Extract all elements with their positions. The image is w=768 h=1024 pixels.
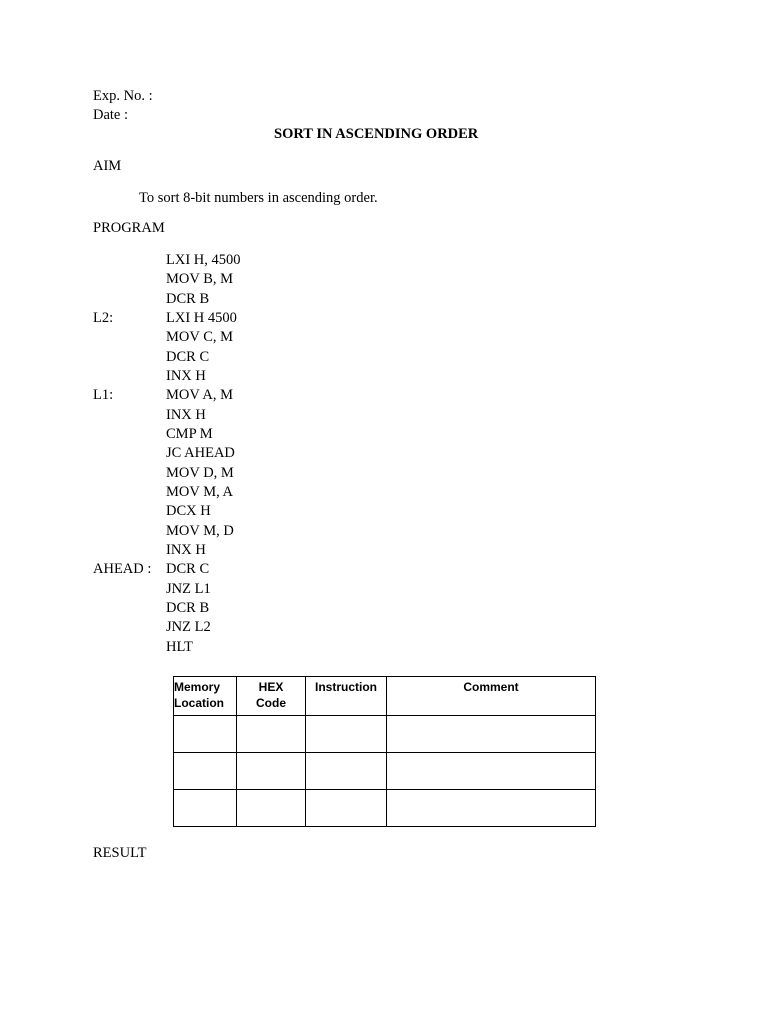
table-cell	[387, 716, 596, 753]
table-body	[174, 716, 596, 827]
result-heading: RESULT	[93, 845, 147, 861]
header-memory-line2: Location	[174, 696, 224, 710]
program-instruction: DCR B	[166, 600, 210, 616]
program-instruction: MOV C, M	[166, 329, 234, 345]
header-instruction: Instruction	[306, 677, 387, 716]
page-title: SORT IN ASCENDING ORDER	[274, 126, 479, 142]
program-instruction: DCR C	[166, 561, 210, 577]
table-cell	[306, 753, 387, 790]
program-label: L2:	[93, 310, 114, 326]
table-cell	[237, 716, 306, 753]
program-heading: PROGRAM	[93, 220, 165, 236]
program-instruction: LXI H 4500	[166, 310, 237, 326]
table-cell	[237, 790, 306, 827]
header-hex-line2: Code	[256, 696, 286, 710]
program-instruction: MOV D, M	[166, 465, 234, 481]
table-cell	[174, 716, 237, 753]
header-hex-code	[237, 677, 306, 716]
program-instruction: MOV M, D	[166, 523, 234, 539]
program-instruction: INX H	[166, 542, 206, 558]
table-row	[174, 753, 596, 790]
program-instruction: JC AHEAD	[166, 445, 235, 461]
program-instruction: JNZ L2	[166, 619, 211, 635]
program-instruction: INX H	[166, 407, 206, 423]
table-cell	[174, 790, 237, 827]
program-instruction: CMP M	[166, 426, 213, 442]
program-label: AHEAD :	[93, 561, 152, 577]
table-row	[174, 790, 596, 827]
program-instruction: MOV A, M	[166, 387, 234, 403]
table-cell	[387, 790, 596, 827]
program-instruction: INX H	[166, 368, 206, 384]
header-hex-line1: HEX	[258, 680, 284, 694]
aim-text: To sort 8-bit numbers in ascending order.	[139, 190, 378, 206]
date-label: Date :	[93, 107, 129, 123]
program-instruction: HLT	[166, 639, 193, 655]
program-instruction: LXI H, 4500	[166, 252, 241, 268]
program-label: L1:	[93, 387, 114, 403]
program-instruction: MOV B, M	[166, 271, 234, 287]
program-instruction: DCR C	[166, 349, 210, 365]
memory-table	[173, 676, 596, 827]
header-memory-line1: Memory	[174, 680, 221, 694]
table-cell	[306, 716, 387, 753]
table-cell	[306, 790, 387, 827]
header-memory-location	[174, 677, 237, 716]
program-instruction: DCX H	[166, 503, 211, 519]
table-cell	[387, 753, 596, 790]
header-comment: Comment	[387, 677, 596, 716]
table-cell	[237, 753, 306, 790]
table-cell	[174, 753, 237, 790]
table-row	[174, 716, 596, 753]
aim-heading: AIM	[93, 158, 122, 174]
table-header-row	[174, 677, 596, 716]
exp-no-label: Exp. No. :	[93, 88, 153, 104]
program-instruction: JNZ L1	[166, 581, 211, 597]
program-instruction: DCR B	[166, 291, 210, 307]
program-instruction: MOV M, A	[166, 484, 234, 500]
